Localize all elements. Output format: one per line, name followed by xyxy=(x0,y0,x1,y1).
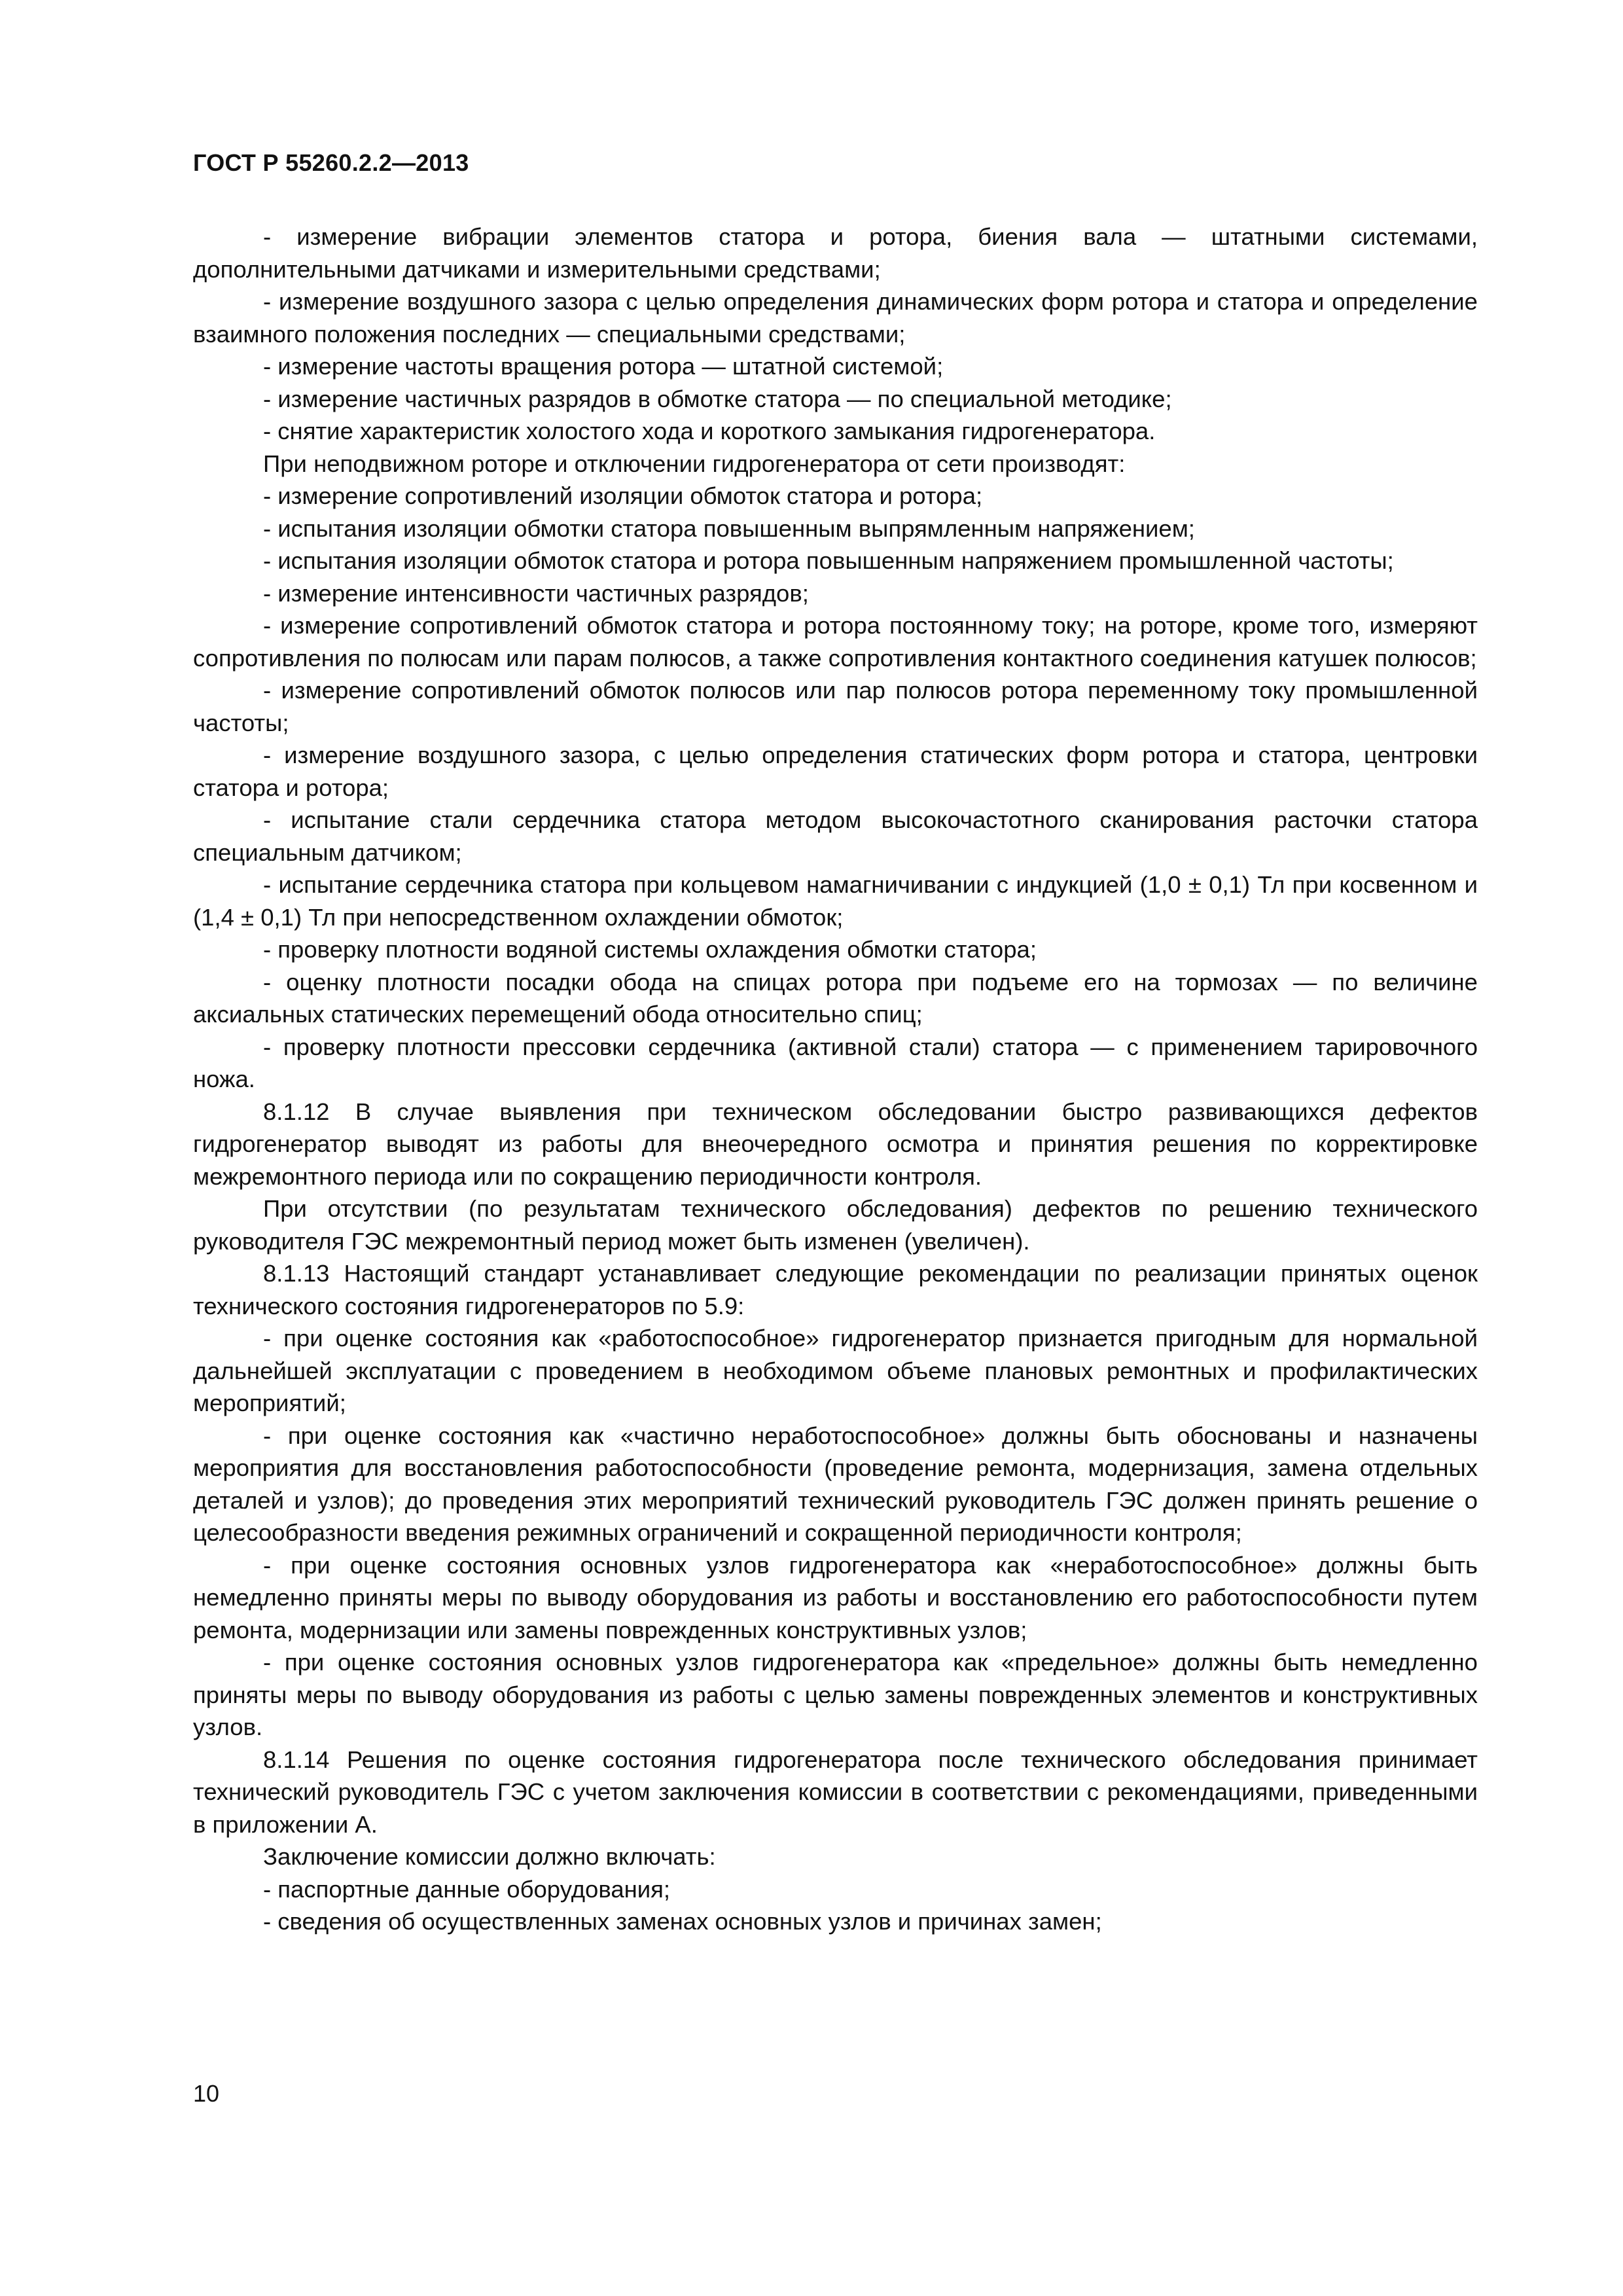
document-body xyxy=(193,221,1478,1938)
paragraph: - измерение интенсивности частичных разрядов; xyxy=(263,579,809,607)
paragraph: При отсутствии (по результатам технического обследования) дефектов по решению технического руководителя ГЭС межремонтный период может быть изменен (увеличен). xyxy=(193,1195,1478,1255)
paragraph: - испытание стали сердечника статора методом высокочастотного сканирования расточки статора специальным датчиком; xyxy=(193,806,1478,866)
paragraph: - испытание сердечника статора при кольцевом намагничивании с индукцией (1,0 ± 0,1) Тл при косвенном и (1,4 ± 0,1) Тл при непосредственном охлаждении обмоток; xyxy=(193,871,1478,931)
paragraph: - измерение воздушного зазора, с целью определения статических форм ротора и статора, центровки статора и ротора; xyxy=(193,742,1478,801)
paragraph: - оценку плотности посадки обода на спицах ротора при подъеме его на тормозах — по величине аксиальных статических перемещений обода относительно спиц; xyxy=(193,968,1478,1028)
page-number: 10 xyxy=(193,2080,220,2107)
paragraph: - испытания изоляции обмотки статора повышенным выпрямленным напряжением; xyxy=(263,514,1195,542)
paragraph-section-8-1-14: 8.1.14 Решения по оценке состояния гидрогенератора после технического обследования принимает технический руководитель ГЭС с учетом заключения комиссии в соответствии с рекомендациями, приведенными в приложении А. xyxy=(193,1746,1478,1838)
paragraph: - измерение сопротивлений изоляции обмоток статора и ротора; xyxy=(263,482,983,509)
paragraph: - при оценке состояния основных узлов гидрогенератора как «предельное» должны быть немедленно приняты меры по выводу оборудования из работы с целью замены поврежденных элементов и конструктивных узлов. xyxy=(193,1649,1478,1740)
paragraph: - проверку плотности водяной системы охлаждения обмотки статора; xyxy=(263,936,1037,963)
paragraph: - испытания изоляции обмоток статора и ротора повышенным напряжением промышленной частоты; xyxy=(263,547,1394,574)
paragraph: - измерение вибрации элементов статора и ротора, биения вала — штатными системами, дополнительными датчиками и измерительными средствами; xyxy=(193,223,1478,283)
paragraph: - измерение воздушного зазора с целью определения динамических форм ротора и статора и определение взаимного положения последних — специальными средствами; xyxy=(193,288,1478,348)
paragraph: - при оценке состояния как «работоспособное» гидрогенератор признается пригодным для нормальной дальнейшей эксплуатации с проведением в необходимом объеме плановых ремонтных и профилактических мероприятий; xyxy=(193,1325,1478,1416)
paragraph: - снятие характеристик холостого хода и короткого замыкания гидрогенератора. xyxy=(263,418,1156,444)
paragraph: - при оценке состояния основных узлов гидрогенератора как «неработоспособное» должны быть немедленно приняты меры по выводу оборудования из работы и восстановлению его работоспособности путем ремонта, модернизации или замены поврежденных конструктивных узлов; xyxy=(193,1551,1478,1643)
paragraph: - измерение частоты вращения ротора — штатной системой; xyxy=(263,353,944,380)
paragraph: - паспортные данные оборудования; xyxy=(263,1875,671,1903)
paragraph: - измерение частичных разрядов в обмотке статора — по специальной методике; xyxy=(263,385,1172,412)
paragraph: - проверку плотности прессовки сердечника (активной стали) статора — с применением тарировочного ножа. xyxy=(193,1033,1478,1092)
paragraph: - сведения об осуществленных заменах основных узлов и причинах замен; xyxy=(263,1908,1102,1935)
paragraph-section-8-1-13: 8.1.13 Настоящий стандарт устанавливает следующие рекомендации по реализации принятых оценок технического состояния гидрогенераторов по 5.9: xyxy=(193,1260,1478,1319)
paragraph-section-8-1-12: 8.1.12 В случае выявления при техническом обследовании быстро развивающихся дефектов гидрогенератор выводят из работы для внеочередного осмотра и принятия решения по корректировке межремонтного периода или по сокращению периодичности контроля. xyxy=(193,1098,1478,1190)
paragraph: - измерение сопротивлений обмоток статора и ротора постоянному току; на роторе, кроме того, измеряют сопротивления по полюсам или парам полюсов, а также сопротивления контактного соединения катушек полюсов; xyxy=(193,612,1478,672)
paragraph: При неподвижном роторе и отключении гидрогенератора от сети производят: xyxy=(263,450,1126,477)
paragraph: - измерение сопротивлений обмоток полюсов или пар полюсов ротора переменному току промышленной частоты; xyxy=(193,677,1478,736)
paragraph: Заключение комиссии должно включать: xyxy=(263,1843,716,1870)
paragraph: - при оценке состояния как «частично неработоспособное» должны быть обоснованы и назначены мероприятия для восстановления работоспособности (проведение ремонта, модернизация, замена отдельных деталей и узлов); до проведения этих мероприятий технический руководитель ГЭС должен принять решение о целесообразности введения режимных ограничений и сокращенной периодичности контроля; xyxy=(193,1422,1478,1546)
document-header: ГОСТ Р 55260.2.2—2013 xyxy=(193,149,469,176)
